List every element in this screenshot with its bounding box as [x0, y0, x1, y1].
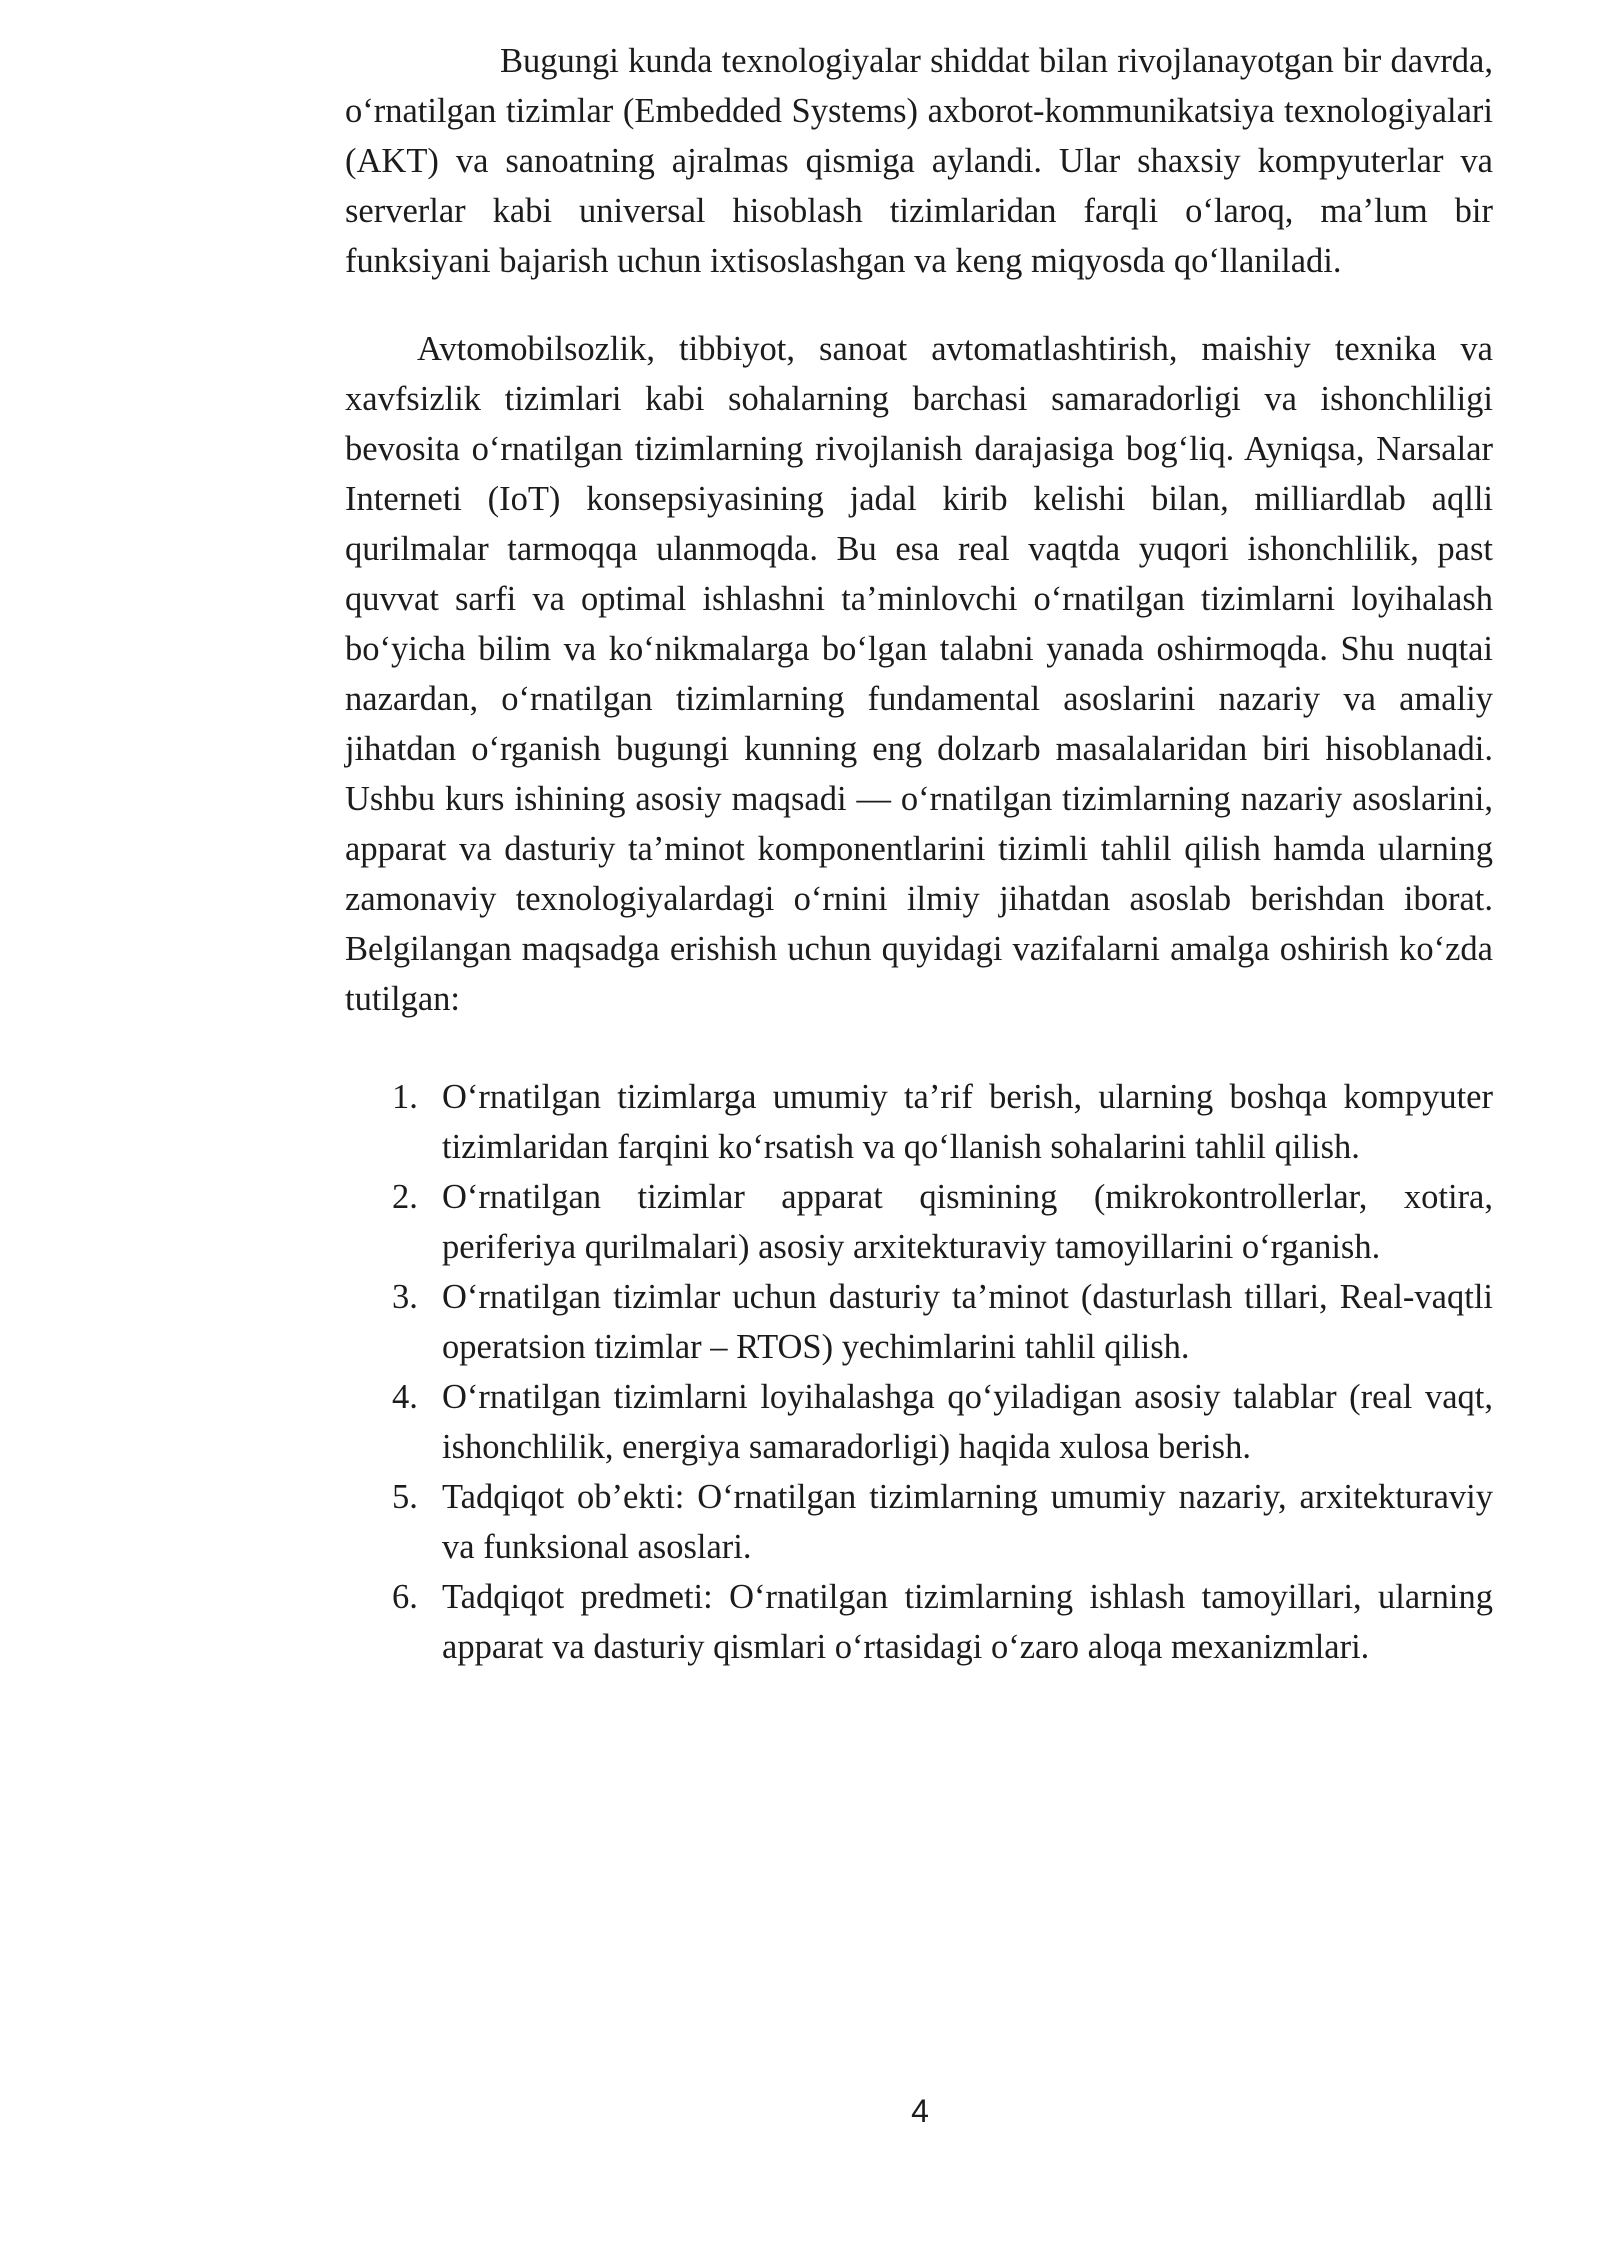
body-paragraph: Avtomobilsozlik, tibbiyot, sanoat avtomatlashtirish, maishiy texnika va xavfsizlik tizimlari kabi sohalarning barchasi samaradorligi va ishonchliligi bevosita o‘rnatilgan tizimlarning rivojlanish darajasiga bog‘liq. Ayniqsa, Narsalar Interneti (IoT) konsepsiyasining jadal kirib kelishi bilan, milliardlab aqlli qurilmalar tarmoqqa ulanmoqda. Bu esa real vaqtda yuqori ishonchlilik, past quvvat sarfi va optimal ishlashni ta’minlovchi o‘rnatilgan tizimlarni loyihalash bo‘yicha bilim va ko‘nikmalarga bo‘lgan talabni yanada oshirmoqda. Shu nuqtai nazardan, o‘rnatilgan tizimlarning fundamental asoslarini nazariy va amaliy jihatdan o‘rganish bugungi kunning eng dolzarb masalalaridan biri hisoblanadi. Ushbu kurs ishining asosiy maqsadi — o‘rnatilgan tizimlarning nazariy asoslarini, apparat va dasturiy ta’minot komponentlarini tizimli tahlil qilish hamda ularning zamonaviy texnologiyalardagi o‘rnini ilmiy jihatdan asoslab berishdan iborat. Belgilangan maqsadga erishish uchun quyidagi vazifalarni amalga oshirish ko‘zda tutilgan:	[345, 330, 1493, 1018]
list-item	[345, 1372, 1493, 1472]
task-list	[345, 1072, 1493, 1672]
document-page	[345, 36, 1493, 1672]
list-item	[345, 1072, 1493, 1172]
list-item	[345, 1172, 1493, 1272]
list-item-text: Tadqiqot ob’ekti: O‘rnatilgan tizimlarning umumiy nazariy, arxitekturaviy va funksional asoslari.	[442, 1478, 1493, 1566]
list-item-number: 6.	[392, 1578, 418, 1616]
list-item-number: 3.	[392, 1278, 418, 1316]
list-item	[345, 1572, 1493, 1672]
list-item	[345, 1272, 1493, 1372]
list-item-text: O‘rnatilgan tizimlar uchun dasturiy ta’minot (dasturlash tillari, Real-vaqtli operatsion tizimlar – RTOS) yechimlarini tahlil qilish.	[442, 1278, 1493, 1366]
list-item-text: O‘rnatilgan tizimlarni loyihalashga qo‘yiladigan asosiy talablar (real vaqt, ishonchlilik, energiya samaradorligi) haqida xulosa berish.	[442, 1378, 1493, 1466]
list-item-text: O‘rnatilgan tizimlar apparat qismining (mikrokontrollerlar, xotira, periferiya qurilmalari) asosiy arxitekturaviy tamoyillarini o‘rganish.	[442, 1178, 1493, 1266]
list-item-number: 2.	[392, 1178, 418, 1216]
list-item-number: 4.	[392, 1378, 418, 1416]
page-number: 4	[911, 2093, 929, 2129]
intro-paragraph: Bugungi kunda texnologiyalar shiddat bilan rivojlanayotgan bir davrda, o‘rnatilgan tizimlar (Embedded Systems) axborot-kommunikatsiya texnologiyalari (AKT) va sanoatning ajralmas qismiga aylandi. Ular shaxsiy kompyuterlar va serverlar kabi universal hisoblash tizimlaridan farqli o‘laroq, ma’lum bir funksiyani bajarish uchun ixtisoslashgan va keng miqyosda qo‘llaniladi.	[345, 42, 1493, 280]
list-item-text: Tadqiqot predmeti: O‘rnatilgan tizimlarning ishlash tamoyillari, ularning apparat va dasturiy qismlari o‘rtasidagi o‘zaro aloqa mexanizmlari.	[442, 1578, 1493, 1666]
list-item-text: O‘rnatilgan tizimlarga umumiy ta’rif berish, ularning boshqa kompyuter tizimlaridan farqini ko‘rsatish va qo‘llanish sohalarini tahlil qilish.	[442, 1078, 1493, 1166]
list-item	[345, 1472, 1493, 1572]
list-item-number: 5.	[392, 1478, 418, 1516]
list-item-number: 1.	[392, 1078, 418, 1116]
